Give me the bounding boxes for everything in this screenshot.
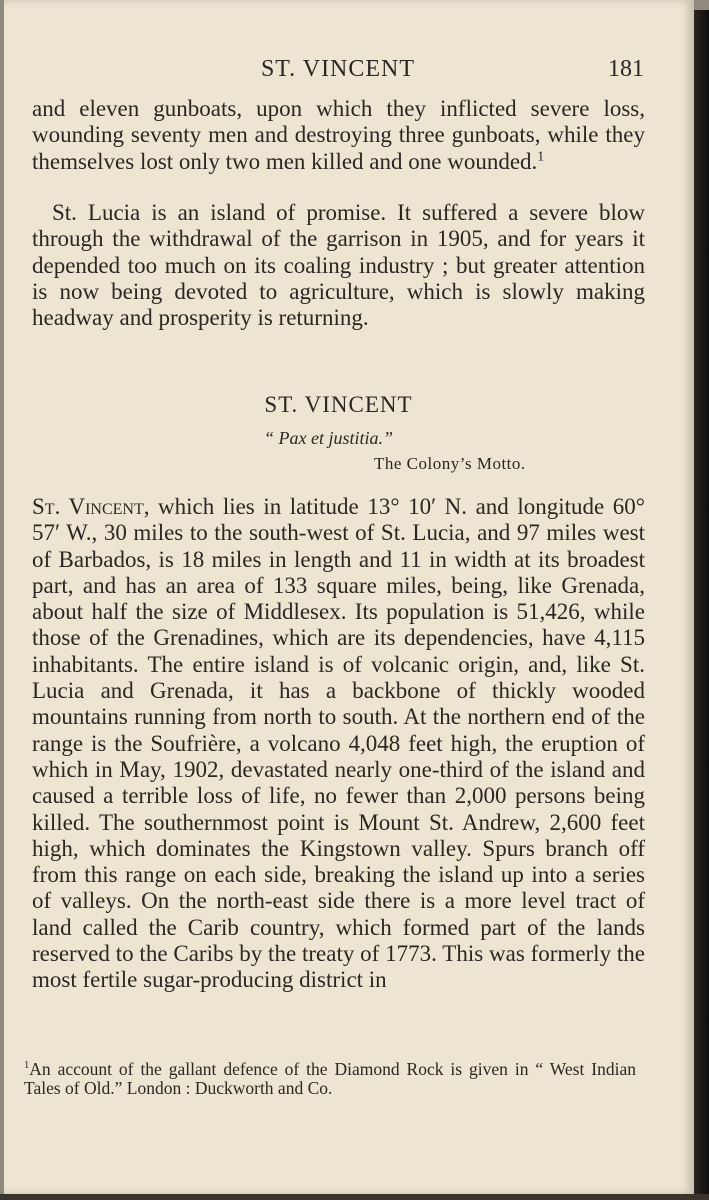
page-header <box>32 50 644 86</box>
page-bottom-edge <box>0 1194 709 1200</box>
paragraph-1-text: and eleven gunboats, upon which they inflicted severe loss, wounding seventy men and destroying three gunboats, while they themselves lost only two men killed and one wounded. <box>32 96 645 174</box>
colony-motto: “ Pax et justitia.” <box>264 428 394 448</box>
footnote <box>24 1060 636 1098</box>
running-head: ST. VINCENT <box>260 56 416 82</box>
paragraph-continuation <box>32 96 645 175</box>
section-body: which lies in latitude 13° 10′ N. and longitude 60° 57′ W., 30 miles to the south-west of St. Lucia, and 97 miles west of Barbados, is 18 miles in length and 11 in width at its broadest part, and has an area of 133 square miles, being, like Grenada, about half the size of Middlesex. Its population is 51,426, while those of the Grenadines, which are its dependencies, have 4,115 inhabitants. The entire island is of volcanic origin, and, like St. Lucia and Grenada, it has a backbone of thickly wooded mountains running from north to south. At the northern end of the range is the Soufrière, a volcano 4,048 feet high, the eruption of which in May, 1902, devastated nearly one-third of the island and caused a terrible loss of life, no fewer than 2,000 persons being killed. The southernmost point is Mount St. Andrew, 2,600 feet high, which dominates the Kingstown valley. Spurs branch off from this range on each side, breaking the island up into a series of valleys. On the north-east side there is a more level tract of land called the Carib country, which formed part of the lands reserved to the Caribs by the treaty of 1773. This was formerly the most fertile sugar-producing district in <box>32 494 645 993</box>
section-title: ST. VINCENT <box>264 392 413 417</box>
paragraph-st-vincent <box>32 494 645 994</box>
paragraph-st-lucia: St. Lucia is an island of promise. It suffered a severe blow through the withdrawal of the garrison in 1905, and for years it depended too much on its coaling industry ; but greater attention is now being devoted to agriculture, which is slowly making headway and prosperity is returning. <box>32 200 645 331</box>
lead-words: St. Vincent, <box>32 494 150 519</box>
footnote-text: An account of the gallant defence of the Diamond Rock is given in “ West Indian Tales of Old.” London : Duckworth and Co. <box>24 1059 636 1098</box>
book-binding-edge <box>694 10 709 1200</box>
footnote-reference: 1 <box>537 147 545 163</box>
book-page <box>4 0 694 1194</box>
page-number: 181 <box>608 56 644 82</box>
motto-attribution: The Colony’s Motto. <box>374 454 526 473</box>
footnote-marker: 1 <box>24 1060 30 1072</box>
